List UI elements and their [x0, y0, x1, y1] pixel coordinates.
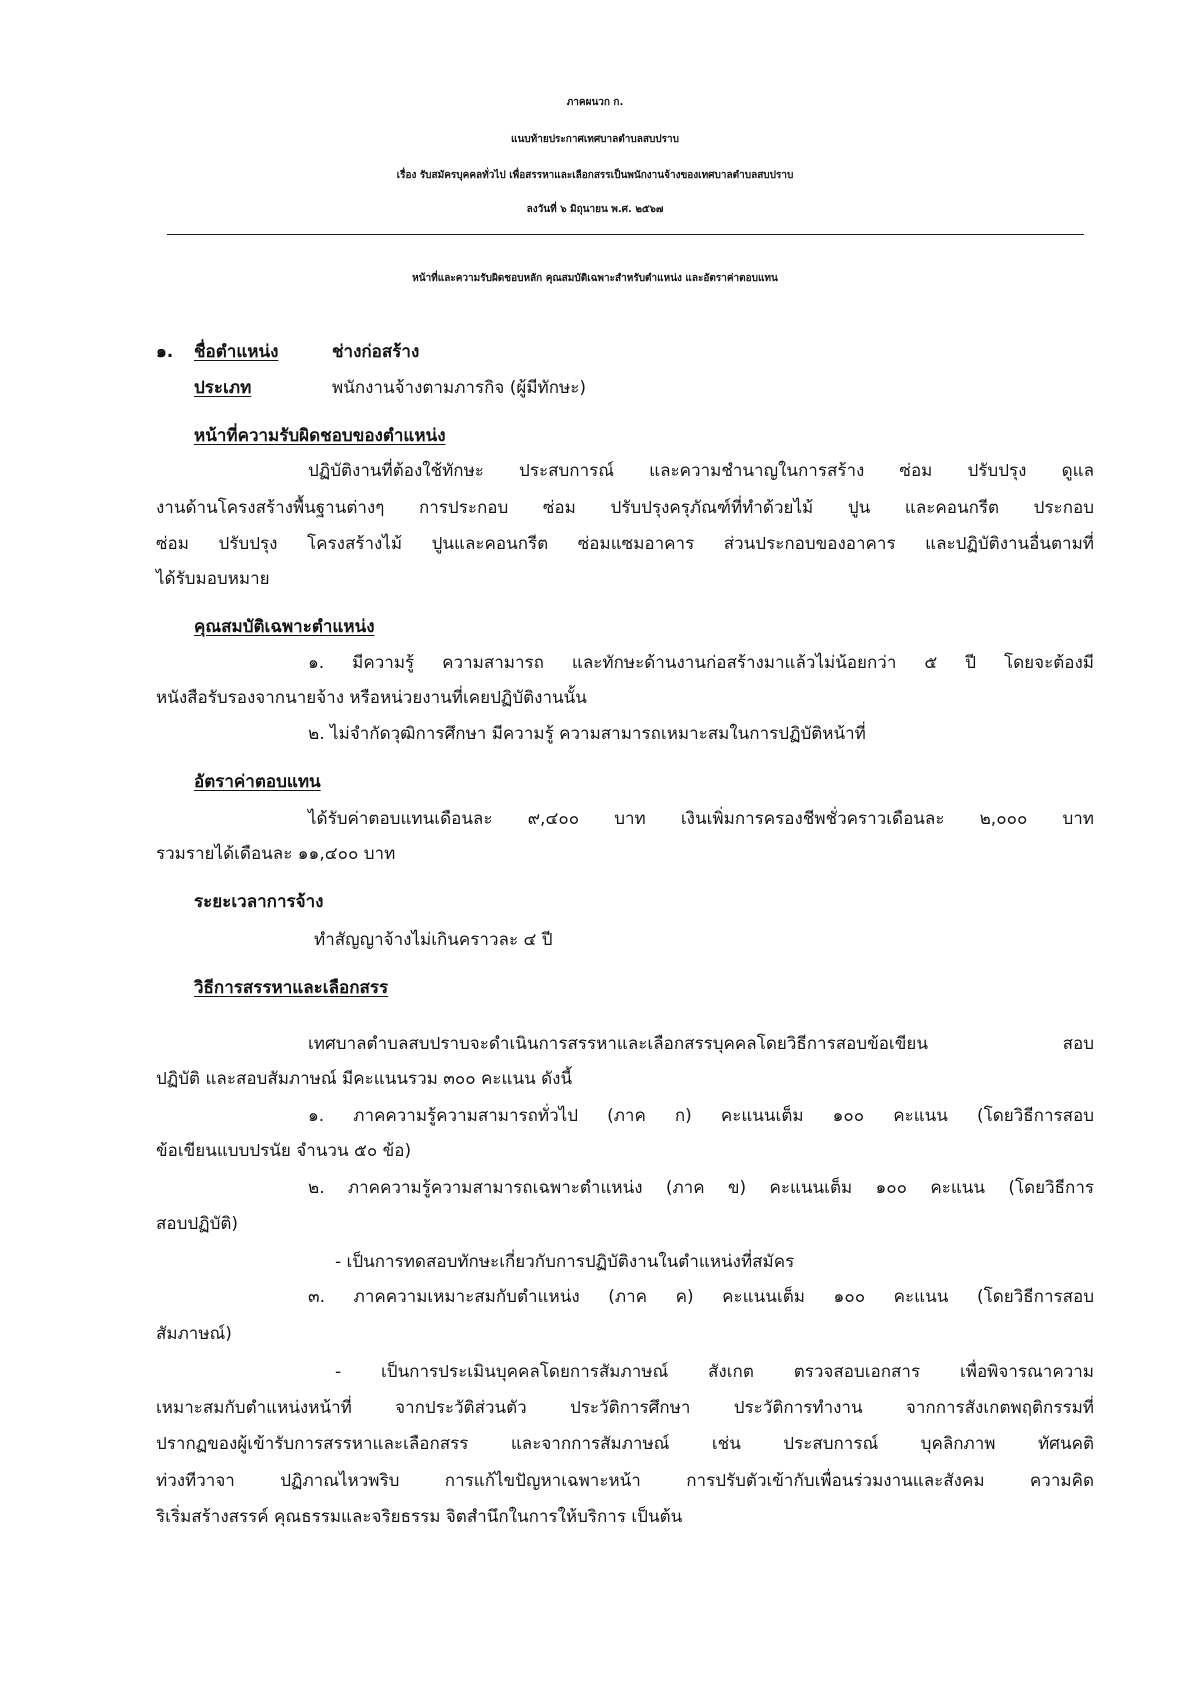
header-divider — [167, 234, 1084, 235]
announcement-subject: เรื่อง รับสมัครบุคคลทั่วไป เพื่อสรรหาและเลือกสรรเป็นพนักงานจ้างของเทศบาลตำบลสบปราบ — [396, 170, 794, 181]
compensation-line: ได้รับค่าตอบแทนเดือนละ ๙,๔๐๐ บาท เงินเพิ่มการครองชีพชั่วคราวเดือนละ ๒,๐๐๐ บาท — [308, 809, 1094, 829]
announcement-attachment-line: แนบท้ายประกาศเทศบาลตำบลสบปราบ — [511, 134, 679, 145]
duties-heading: หน้าที่ความรับผิดชอบของตำแหน่ง — [194, 426, 446, 446]
selection-line: - เป็นการทดสอบทักษะเกี่ยวกับการปฏิบัติงานในตำแหน่งที่สมัคร — [335, 1252, 795, 1272]
position-name-label: ชื่อตำแหน่ง — [194, 342, 279, 362]
qualification-line: หนังสือรับรองจากนายจ้าง หรือหน่วยงานที่เคยปฏิบัติงานนั้น — [156, 688, 587, 708]
duties-line: งานด้านโครงสร้างพื้นฐานต่างๆ การประกอบ ซ่อม ปรับปรุงครุภัณฑ์ที่ทำด้วยไม้ ปูน และคอนกรีต ประกอบ — [156, 498, 1094, 518]
position-type-value: พนักงานจ้างตามภารกิจ (ผู้มีทักษะ) — [332, 378, 586, 398]
duties-line: ได้รับมอบหมาย — [156, 569, 270, 589]
selection-line: ๓. ภาคความเหมาะสมกับตำแหน่ง (ภาค ค) คะแนนเต็ม ๑๐๐ คะแนน (โดยวิธีการสอบ — [308, 1287, 1094, 1307]
employment-term-line: ทำสัญญาจ้างไม่เกินคราวละ ๔ ปี — [314, 930, 553, 950]
selection-line: ข้อเขียนแบบปรนัย จำนวน ๕๐ ข้อ) — [156, 1141, 412, 1161]
announcement-date: ลงวันที่ ๖ มิถุนายน พ.ศ. ๒๕๖๗ — [526, 204, 664, 215]
selection-line: เทศบาลตำบลสบปราบจะดำเนินการสรรหาและเลือกสรรบุคคลโดยวิธีการสอบข้อเขียน สอบ — [308, 1034, 1094, 1054]
compensation-line: รวมรายได้เดือนละ ๑๑,๔๐๐ บาท — [156, 844, 396, 864]
selection-line: สอบปฏิบัติ) — [156, 1214, 239, 1234]
qualifications-heading: คุณสมบัติเฉพาะตำแหน่ง — [194, 617, 375, 637]
selection-line: - เป็นการประเมินบุคคลโดยการสัมภาษณ์ สังเกต ตรวจสอบเอกสาร เพื่อพิจารณาความ — [335, 1362, 1094, 1382]
compensation-heading: อัตราค่าตอบแทน — [194, 772, 321, 792]
selection-line: ปฏิบัติ และสอบสัมภาษณ์ มีคะแนนรวม ๓๐๐ คะแนน ดังนี้ — [156, 1069, 573, 1089]
selection-line: เหมาะสมกับตำแหน่งหน้าที่ จากประวัติส่วนตัว ประวัติการศึกษา ประวัติการทำงาน จากการสังเกตพฤติกรรมที่ — [156, 1398, 1094, 1418]
selection-line: ๑. ภาคความรู้ความสามารถทั่วไป (ภาค ก) คะแนนเต็ม ๑๐๐ คะแนน (โดยวิธีการสอบ — [308, 1106, 1094, 1126]
qualification-line: ๒. ไม่จำกัดวุฒิการศึกษา มีความรู้ ความสามารถเหมาะสมในการปฏิบัติหน้าที่ — [308, 724, 866, 744]
selection-line: ริเริ่มสร้างสรรค์ คุณธรรมและจริยธรรม จิตสำนึกในการให้บริการ เป็นต้น — [156, 1507, 683, 1527]
duties-line: ปฏิบัติงานที่ต้องใช้ทักษะ ประสบการณ์ และความชำนาญในการสร้าง ซ่อม ปรับปรุง ดูแล — [308, 461, 1094, 481]
selection-line: ๒. ภาคความรู้ความสามารถเฉพาะตำแหน่ง (ภาค ข) คะแนนเต็ม ๑๐๐ คะแนน (โดยวิธีการ — [308, 1178, 1094, 1198]
position-number: ๑. — [156, 342, 174, 362]
employment-term-heading: ระยะเวลาการจ้าง — [194, 892, 324, 912]
selection-line: ท่วงทีวาจา ปฏิภาณไหวพริบ การแก้ไขปัญหาเฉพาะหน้า การปรับตัวเข้ากับเพื่อนร่วมงานและสังคม ความคิด — [156, 1471, 1094, 1491]
duties-line: ซ่อม ปรับปรุง โครงสร้างไม้ ปูนและคอนกรีต ซ่อมแซมอาคาร ส่วนประกอบของอาคาร และปฏิบัติงานอื่นตามที่ — [156, 534, 1094, 554]
selection-line: สัมภาษณ์) — [156, 1324, 232, 1344]
selection-heading: วิธีการสรรหาและเลือกสรร — [194, 978, 389, 998]
qualification-line: ๑. มีความรู้ ความสามารถ และทักษะด้านงานก่อสร้างมาแล้วไม่น้อยกว่า ๕ ปี โดยจะต้องมี — [308, 653, 1094, 673]
appendix-title: ภาคผนวก ก. — [566, 97, 624, 108]
position-type-label: ประเภท — [194, 378, 252, 398]
selection-line: ปรากฏของผู้เข้ารับการสรรหาและเลือกสรร และจากการสัมภาษณ์ เช่น ประสบการณ์ บุคลิกภาพ ทัศนคติ — [156, 1434, 1094, 1454]
position-name-value: ช่างก่อสร้าง — [332, 342, 420, 362]
section-title: หน้าที่และความรับผิดชอบหลัก คุณสมบัติเฉพาะสำหรับตำแหน่ง และอัตราค่าตอบแทน — [412, 273, 778, 284]
